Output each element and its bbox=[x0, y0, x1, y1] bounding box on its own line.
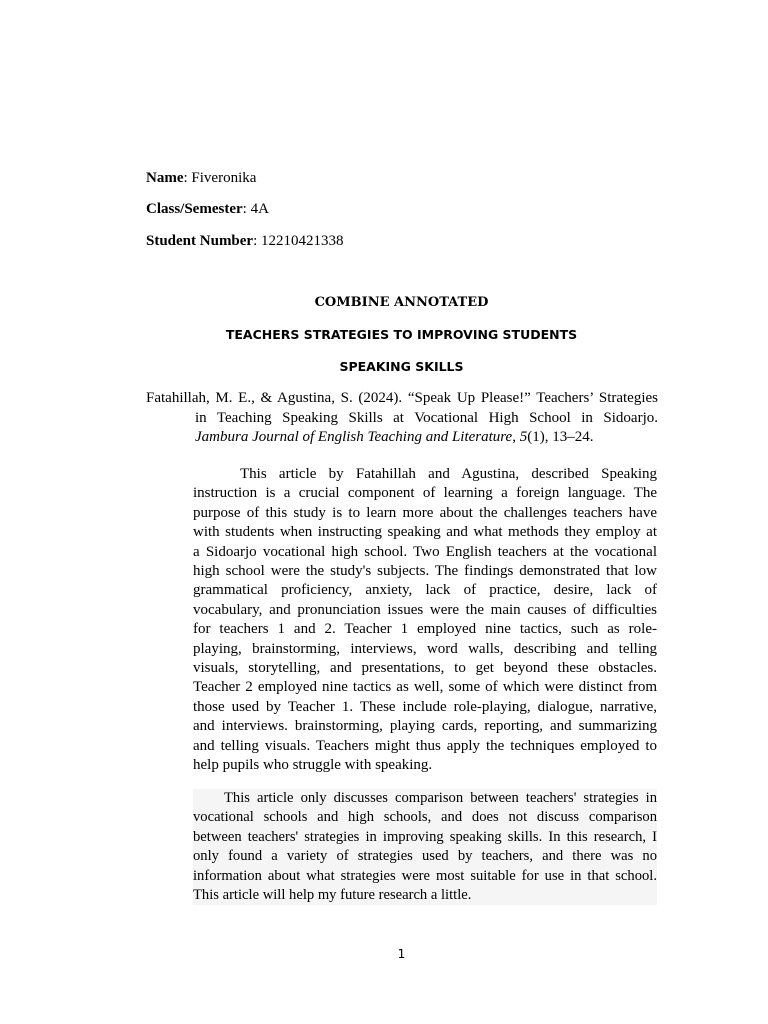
page-number: 1 bbox=[397, 947, 406, 961]
journal-name: Jambura Journal of English Teaching and Literature bbox=[195, 429, 513, 445]
paragraph-line: only found a variety of strategies used by teachers, and there was no bbox=[193, 848, 657, 865]
document-title: COMBINE ANNOTATED bbox=[314, 295, 489, 310]
paragraph-line: visuals, storytelling, and presentations, to get beyond these obstacles. bbox=[193, 660, 657, 677]
citation-pages: (1), 13–24. bbox=[527, 429, 594, 445]
paragraph-line: information about what strategies were most suitable for use in that school. bbox=[193, 867, 657, 884]
student-number-line bbox=[146, 232, 344, 250]
paragraph-line: help pupils who struggle with speaking. bbox=[193, 757, 433, 774]
paragraph-line: This article only discusses comparison between teachers' strategies in bbox=[224, 790, 657, 806]
paragraph-line: those used by Teacher 1. These include role-playing, dialogue, narrative, bbox=[193, 698, 657, 715]
class-semester-value: : 4A bbox=[242, 201, 269, 217]
paragraph-line: This article by Fatahillah and Agustina, described Speaking bbox=[240, 466, 657, 482]
journal-volume: 5 bbox=[519, 429, 528, 445]
citation-line: Fatahillah, M. E., & Agustina, S. (2024). “Speak Up Please!” Teachers’ Strategies bbox=[146, 390, 658, 406]
paragraph-line: for teachers 1 and 2. Teacher 1 employed nine tactics, such as role- bbox=[193, 621, 657, 638]
name-line bbox=[146, 169, 256, 187]
paragraph-line: This article will help my future research a little. bbox=[193, 887, 472, 904]
paragraph-line: high school were the study's subjects. The findings demonstrated that low bbox=[193, 563, 657, 580]
citation-line bbox=[146, 428, 658, 448]
class-semester-label: Class/Semester bbox=[146, 201, 243, 217]
paragraph-line: vocational schools and high schools, and does not discuss comparison bbox=[193, 809, 657, 826]
evaluation-paragraph bbox=[193, 789, 657, 905]
class-semester-line bbox=[146, 200, 269, 218]
paragraph-line: and telling visuals. Teachers might thus apply the techniques employed to bbox=[193, 737, 657, 754]
citation-line: in Teaching Speaking Skills at Vocational High School in Sidoarjo. bbox=[195, 409, 658, 426]
paragraph-line: and interviews. brainstorming, playing cards, reporting, and summarizing bbox=[193, 718, 657, 735]
student-number-label: Student Number bbox=[146, 233, 254, 249]
paragraph-line: vocabulary, and pronunciation issues were the main causes of difficulties bbox=[193, 601, 657, 618]
paragraph-line: a Sidoarjo vocational high school. Two English teachers at the vocational bbox=[193, 543, 657, 560]
student-number-value: : 12210421338 bbox=[253, 233, 344, 249]
document-subtitle-line1: TEACHERS STRATEGIES TO IMPROVING STUDENTS bbox=[225, 327, 578, 342]
paragraph-line: Teacher 2 employed nine tactics as well, some of which were distinct from bbox=[193, 679, 657, 696]
citation-separator: , bbox=[512, 429, 520, 445]
paragraph-line: playing, brainstorming, interviews, word walls, describing and telling bbox=[193, 640, 657, 657]
name-value: : Fiveronika bbox=[183, 170, 257, 186]
document-subtitle-line2: SPEAKING SKILLS bbox=[339, 359, 464, 374]
name-label: Name bbox=[146, 170, 184, 186]
paragraph-line: instruction is a crucial component of learning a foreign language. The bbox=[193, 485, 657, 502]
paragraph-line: purpose of this study is to learn more about the challenges teachers have bbox=[193, 504, 657, 521]
paragraph-line: between teachers' strategies in improving speaking skills. In this research, I bbox=[193, 828, 657, 845]
citation bbox=[146, 389, 658, 448]
summary-paragraph bbox=[193, 465, 657, 776]
paragraph-line: grammatical proficiency, anxiety, lack of practice, desire, lack of bbox=[193, 582, 657, 599]
paragraph-line: with students when instructing speaking and what methods they employ at bbox=[193, 524, 657, 541]
